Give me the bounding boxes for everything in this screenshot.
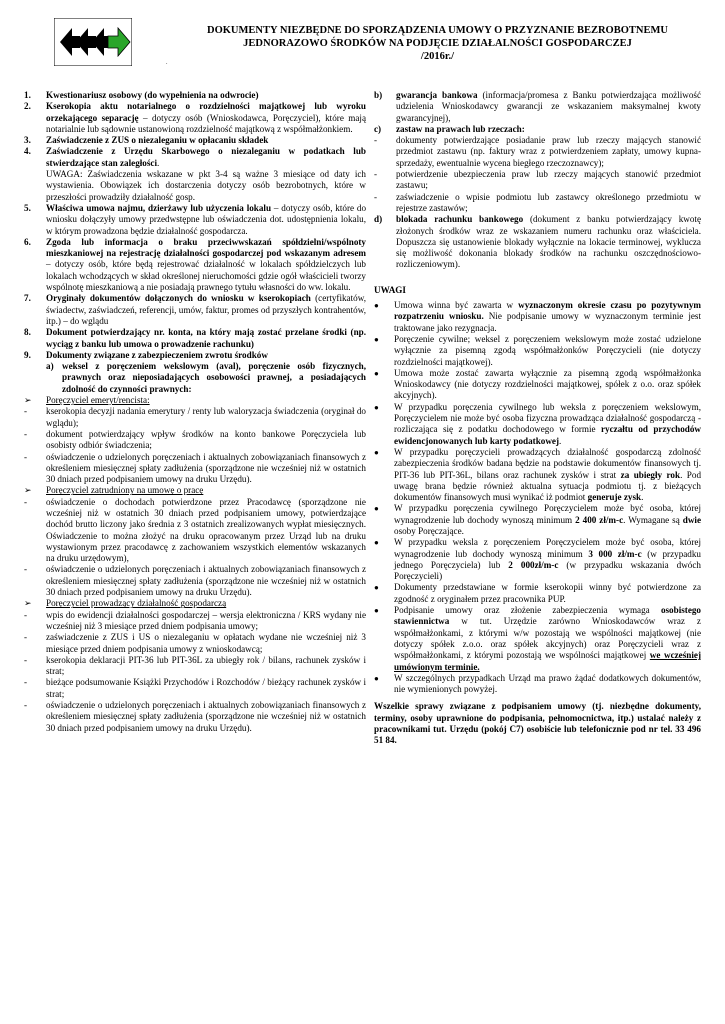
note-item: ● W przypadku poręczenia cywilnego lub weksla z poręczeniem wekslowym, Poręczycielem nie może być osoba fizyczna prowadząca działalność gospodarczą - rozliczająca się z podatku dochodowego w formie ryczałtu od przychodów ewidencjonowanych lub karty podatkowej.: [374, 401, 701, 446]
dash-item: - oświadczenie o dochodach potwierdzone przez Pracodawcę (sporządzone nie wcześniej niż w ostatnich 30 dniach przed podpisaniem umowy, potwierdzające dochód brutto liczony jako średnia z 3 ostatnich zrealizowanych wypłat miesięcznych. Oświadczenie to można złożyć na druku opracowanym przez Urząd lub na druku wystawionym przez pracodawcę z zachowaniem wszystkich elementów wskazanych na druku urzędowym),: [24, 496, 366, 564]
group-title: ➢ Poręczyciel emeryt/rencista:: [24, 395, 150, 406]
header-line-1: DOKUMENTY NIEZBĘDNE DO SPORZĄDZENIA UMOWY O PRZYZNANIE BEZROBOTNEMU: [207, 25, 668, 36]
note-item: ● Podpisanie umowy oraz złożenie zabezpieczenia wymaga osobistego stawiennictwa w tut. Urzędzie zarówno Wnioskodawców wraz z współmałżonkami, z którymi w/w pozostają we wspólności majątkowej (nie dotyczy spółek z.o.o. oraz spółek akcyjnych) oraz Poręczycieli wraz z współmałżonkami, z którymi pozostają we wspólności majątkowej we wcześniej umówionym terminie.: [374, 605, 701, 672]
list-item: 8. Dokument potwierdzający nr. konta, na który mają zostać przelane środki (np. wyciąg z banku lub umowa o prowadzenie rachunku): [24, 327, 366, 349]
bullet-icon: ●: [374, 606, 379, 616]
sub-item-a: a) weksel z poręczeniem wekslowym (aval), poręczenie osób fizycznych, prawnych oraz nieposiadających osobowości prawnej, a posiadających zdolność do czynności prawnych:: [46, 361, 366, 394]
bullet-icon: ●: [374, 334, 379, 344]
dash-item: - dokument potwierdzający wpływ środków na konto bankowe Poręczyciela lub osobisty odbiór świadczenia;: [24, 428, 366, 451]
dash-item: - kserokopia deklaracji PIT-36 lub PIT-36L za ubiegły rok / bilans, rachunek zysków i strat;: [24, 654, 366, 677]
bullet-icon: ●: [374, 368, 379, 378]
header-dot: .: [166, 60, 168, 66]
note-item: ● Dokumenty przedstawiane w formie kserokopii winny być potwierdzone za zgodność z oryginałem przez pracownika PUP.: [374, 582, 701, 604]
list-item: 9. Dokumenty związane z zabezpieczeniem zwrotu środków: [24, 349, 268, 360]
note-item: ● W szczególnych przypadkach Urząd ma prawo żądać dodatkowych dokumentów, nie wymienionych powyżej.: [374, 672, 701, 695]
uwaga-note: UWAGA: Zaświadczenia wskazane w pkt 3-4 są ważne 3 miesiące od daty ich wystawienia. Obowiązek ich dostarczenia dotyczy osób bezrobotnych, które w przeszłości prowadziły działalność gosp.: [46, 169, 366, 202]
group-title: ➢ Poręczyciel prowadzący działalność gospodarczą: [24, 598, 227, 609]
note-item: ● W przypadku poręczycieli prowadzących działalność gospodarczą zdolność zabezpieczenia środków badana będzie na podstawie dokumentów finansowych tj. PIT-36 lub PIT-36L, bilans oraz rachunek zysków i strat za ubiegły rok. Pod uwagę brana będzie również aktualna sytuacja podmiotu tj. z bieżących dokumentów finansowych musi wynikać iż podmiot generuje zysk.: [374, 446, 702, 503]
bullet-icon: ●: [374, 447, 379, 457]
dash-item: - bieżące podsumowanie Książki Przychodów i Rozchodów / bieżący rachunek zysków i strat;: [24, 677, 366, 699]
left-column: [24, 90, 366, 734]
contact-info: Wszelkie sprawy związane z podpisaniem umowy (tj. niezbędne dokumenty, terminy, osoby uprawnione do podpisania, pełnomocnictwa, itp.) ustalać należy z pracownikami tut. Urzędu (pokój C7) osobiście lub telefonicznie pod nr tel. 33 496 51 84.: [374, 701, 701, 746]
dash-item: - potwierdzenie ubezpieczenia praw lub rzeczy mających stanowić przedmiot zastawu;: [374, 169, 701, 191]
dash-item: - zaświadczenie z ZUS i US o niezaleganiu w opłatach wydane nie wcześniej niż 3 miesiące przed dniem podpisania umowy z wnioskodawcą;: [24, 632, 366, 654]
right-column: [374, 90, 701, 747]
note-item: ● W przypadku poręczenia cywilnego Poręczycielem może być osoba, której wynagrodzenie lub dochody wynoszą minimum 2 400 zł/m-c. Wymagane są dwie osoby Poręczające.: [374, 503, 702, 536]
uwagi-heading: UWAGI: [374, 284, 406, 295]
dash-item: - oświadczenie o udzielonych poręczeniach i aktualnych zobowiązaniach finansowych z określeniem miesięcznej spłaty zadłużenia (sporządzone nie wcześniej niż w ostatnich 30 dniach przed podpisaniem umowy na druku Urzędu).: [24, 564, 366, 598]
dash-item: - dokumenty potwierdzające posiadanie praw lub rzeczy mających stanowić przedmiot zastawu (np. faktury wraz z potwierdzeniem zapłaty, umowy kupna-sprzedaży, ewentualnie wycena biegłego rzeczoznawcy);: [374, 135, 701, 168]
bullet-icon: ●: [374, 402, 379, 412]
list-item: 5. Właściwa umowa najmu, dzierżawy lub użyczenia lokalu – dotyczy osób, które do wniosku dołączyły umowy przedwstępne lub oświadczenia dot. udostępnienia lokalu, w którym prowadzona będzie działalność gospodarcza.: [24, 202, 367, 236]
list-item: 1. Kwestionariusz osobowy (do wypełnienia na odwrocie): [24, 90, 259, 100]
bullet-icon: ●: [374, 538, 379, 548]
list-item: 4. Zaświadczenie z Urzędu Skarbowego o niezaleganiu w podatkach lub stwierdzające stan zaległości. UWAGA: Zaświadczenia wskazane w pkt 3-4 są ważne 3 miesiące od daty ich wystawienia. Obowiązek ich dostarczenia dotyczy osób bezrobotnych, które w przeszłości prowadziły działalność gosp.: [24, 146, 366, 202]
sub-item-c: c) zastaw na prawach lub rzeczach:: [374, 123, 525, 134]
dash-item: - kserokopia decyzji nadania emerytury / renty lub waloryzacja świadczenia (oryginał do wglądu);: [24, 406, 366, 428]
dash-item: - oświadczenie o udzielonych poręczeniach i aktualnych zobowiązaniach finansowych z określeniem miesięcznej spłaty zadłużenia (sporządzone nie wcześniej niż w ostatnich 30 dniach przed podpisaniem umowy na druku Urzędu).: [24, 700, 366, 733]
sub-item-b: b) gwarancja bankowa (informacja/promesa z Banku potwierdzająca możliwość udzielenia Wnioskodawcy gwarancji ze wskazaniem maksymalnej kwoty gwarancyjnej),: [374, 90, 702, 123]
header-line-2: JEDNORAZOWO ŚRODKÓW NA PODJĘCIE DZIAŁALNOŚCI GOSPODARCZEJ: [243, 38, 632, 49]
bullet-icon: ●: [374, 504, 379, 514]
bullet-icon: ●: [374, 583, 379, 593]
note-item: ● Umowa może zostać zawarta wyłącznie za pisemną zgodą współmałżonka Wnioskodawcy (nie dotyczy rozdzielności majątkowej, spółek z o.o. oraz spółek akcyjnych).: [374, 367, 701, 401]
bullet-icon: ●: [374, 673, 379, 683]
dash-item: - oświadczenie o udzielonych poręczeniach i aktualnych zobowiązaniach finansowych z określeniem miesięcznej spłaty zadłużenia (sporządzone nie wcześniej niż w ostatnich 30 dniach przed podpisaniem umowy na druku Urzędu).: [24, 451, 366, 485]
sub-item-d: d) blokada rachunku bankowego (dokument z banku potwierdzający kwotę złożonych środków wraz ze wskazaniem numeru rachunku oraz właściciela. Dopuszcza się ustanowienie blokady wyłącznie na lokacie terminowej, wyklucza się możliwość dokonania blokady środków na rachunku oszczędnościowo-rozliczeniowym).: [374, 214, 701, 270]
document-header: [160, 24, 715, 63]
list-item: 7. Oryginały dokumentów dołączonych do wniosku w kserokopiach (certyfikatów, świadectw, zaświadczeń, referencji, umów, faktur, promes od przyszłych kontrahentów, itp.) – do wglądu: [24, 293, 366, 326]
list-item: 2. Kserokopia aktu notarialnego o rozdzielności majątkowej lub wyroku orzekającego separację – dotyczy osób (Wnioskodawca, Poręczyciel), które mają notarialnie lub sądownie ustanowioną rozdzielność majątkową z współmałżonkiem.: [24, 101, 367, 134]
dash-item: - zaświadczenie o wpisie podmiotu lub zastawcy określonego przedmiotu w rejestrze zastawów;: [374, 191, 701, 213]
list-item: 6. Zgoda lub informacja o braku przeciwwskazań spółdzielni/wspólnoty mieszkaniowej na rejestrację działalności gospodarczej pod wskazanym adresem – dotyczy osób, które będą rejestrować działalność w lokalach spółdzielczych lub lokalach wchodzących w skład określonej nieruchomości gdzie ogół właścicieli tworzy wspólnotę mieszkaniową a nie posiadają prawnego tytułu własności do ww. lokalu.: [24, 236, 366, 293]
group-title: ➢ Poręczyciel zatrudniony na umowę o pracę: [24, 485, 204, 496]
note-item: ● Poręczenie cywilne; weksel z poręczeniem wekslowym może zostać udzielone wyłącznie za pisemną zgodą współmałżonków Poręczycieli (nie dotyczy rozdzielności majątkowej).: [374, 333, 701, 367]
bullet-icon: ●: [374, 301, 379, 311]
dash-item: - wpis do ewidencji działalności gospodarczej – wersja elektroniczna / KRS wydany nie wcześniej niż 3 miesiące przed dniem podpisania umowy;: [24, 609, 366, 631]
header-line-3: /2016r./: [420, 51, 455, 62]
note-item: ● Umowa winna być zawarta w wyznaczonym okresie czasu po pozytywnym rozpatrzeniu wniosku. Nie podpisanie umowy w wyznaczonym terminie jest traktowane jako rezygnacja.: [374, 300, 701, 333]
list-item: 3. Zaświadczenie z ZUS o niezaleganiu w opłacaniu składek: [24, 135, 269, 146]
arrows-logo-icon: [54, 18, 132, 66]
note-item: ● W przypadku weksla z poręczeniem Poręczycielem może być osoba, której wynagrodzenie lub dochody wynoszą minimum 3 000 zł/m-c (w przypadku jednego Poręczyciela) lub 2 000zł/m-c (w przypadku wskazania dwóch Poręczycieli): [374, 537, 701, 582]
